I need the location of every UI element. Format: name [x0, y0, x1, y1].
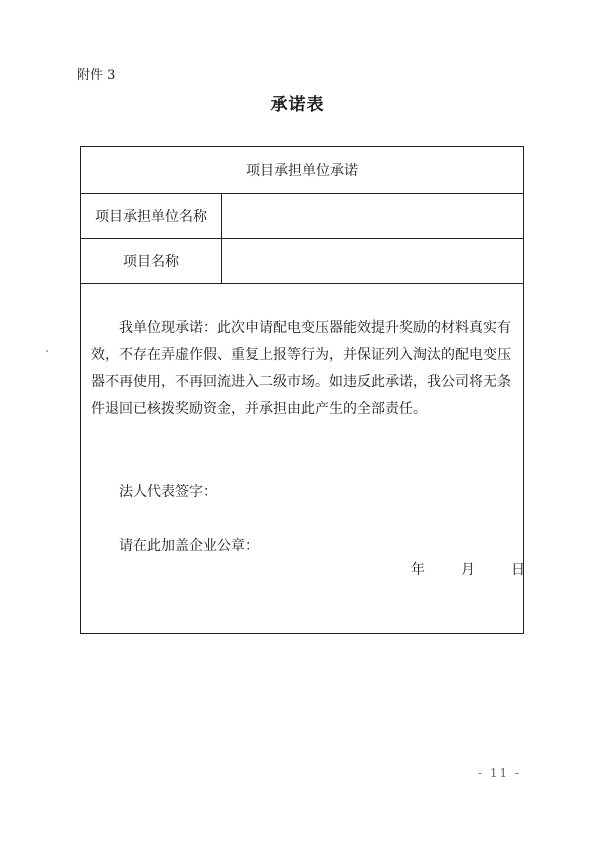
seal-label: 请在此加盖企业公章：	[119, 538, 259, 554]
table-row	[81, 239, 523, 284]
table-header: 项目承担单位承诺	[81, 147, 523, 194]
unit-name-field[interactable]	[222, 194, 523, 238]
attachment-label: 附件 3	[77, 68, 116, 83]
table-row	[81, 194, 523, 239]
signature-label: 法人代表签字：	[119, 484, 217, 500]
date-day: 日	[511, 562, 525, 578]
project-name-label: 项目名称	[81, 239, 222, 283]
date-year: 年	[411, 562, 425, 578]
pledge-form-table	[80, 146, 524, 634]
date-month: 月	[461, 562, 475, 578]
margin-mark	[46, 350, 48, 352]
project-name-field[interactable]	[222, 239, 523, 283]
pledge-text: 我单位现承诺：此次申请配电变压器能效提升奖励的材料真实有效，不存在弄虚作假、重复上报等行为，并保证列入淘汰的配电变压器不再使用，不再回流进入二级市场。如违反此承诺，我公司将无条件退回已核拨奖励资金，并承担由此产生的全部责任。	[91, 320, 511, 417]
date-line	[411, 559, 525, 579]
document-title: 承诺表	[270, 95, 325, 115]
page-number: - 11 -	[478, 766, 522, 780]
unit-name-label: 项目承担单位名称	[81, 194, 222, 238]
